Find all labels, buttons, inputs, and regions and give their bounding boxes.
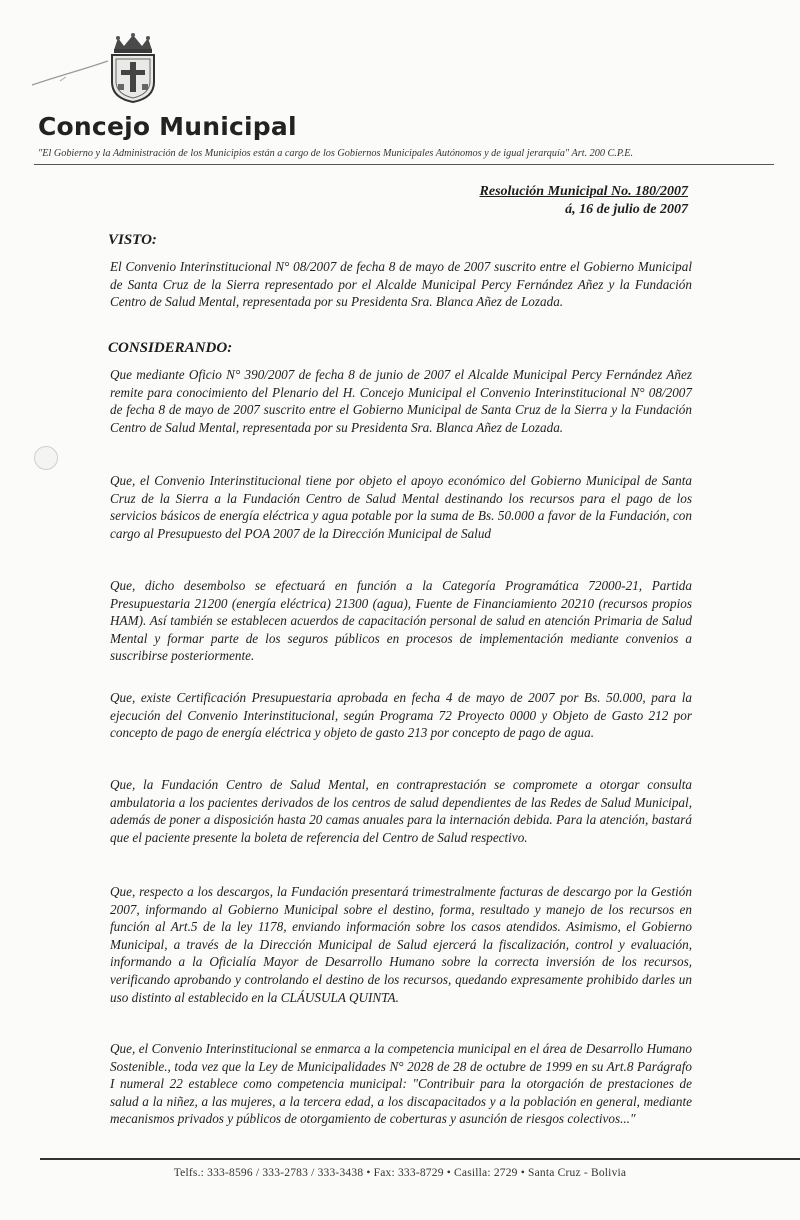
visto-paragraph: El Convenio Interinstitucional N° 08/2007 de fecha 8 de mayo de 2007 suscrito entre el Gobierno Municipal de Santa Cruz de la Sierra representado por el Alcalde Municipal Percy Fernández Añez y la Fundación Centro de Salud Mental, representada por su Presidenta Sra. Blanca Añez de Lozada. [110,259,692,310]
coat-of-arms-icon [104,32,162,104]
considerando-heading: CONSIDERANDO: [108,340,233,356]
pen-stroke-mark [30,55,110,95]
considerando-paragraph: Que mediante Oficio N° 390/2007 de fecha 8 de junio de 2007 el Alcalde Municipal Percy Fernández Añez remite para conocimiento del Plenario del H. Concejo Municipal el Convenio Interinstitucional N° 08/2007 de fecha 8 de mayo de 2007 suscrito entre el Gobierno Municipal de Santa Cruz de la Sierra y la Fundación Centro de Salud Mental, representada por su Presidenta Sra. Blanca Añez de Lozada. [110,367,692,435]
considerando-paragraph: Que, el Convenio Interinstitucional tiene por objeto el apoyo económico del Gobierno Municipal de Santa Cruz de la Sierra a la Fundación Centro de Salud Mental destinando los recursos para el pago de los servicios básicos de energía eléctrica y agua potable por la suma de Bs. 50.000 a favor de la Fundación, con cargo al Presupuesto del POA 2007 de la Dirección Municipal de Salud [110,473,692,541]
considerando-paragraph: Que, el Convenio Interinstitucional se enmarca a la competencia municipal en el área de Desarrollo Humano Sostenible., toda vez que la Ley de Municipalidades N° 2028 de 28 de octubre de 1999 en su Art.8 Parágrafo I numeral 22 establece como competencia municipal: "Contribuir para la otorgación de prestaciones de salud a la niñez, a las mujeres, a la tercera edad, a los discapacitados y a la población en general, mediante mecanismos privados y públicos de otorgamiento de coberturas y asunción de riesgos colectivos..." [110,1041,692,1127]
resolution-date: á, 16 de julio de 2007 [565,202,688,217]
council-name: Concejo Municipal [38,112,297,141]
resolution-block [480,183,688,219]
header-divider [34,164,774,165]
punch-hole-mark [34,446,58,470]
visto-heading: VISTO: [108,232,157,248]
considerando-paragraph: Que, la Fundación Centro de Salud Mental, en contraprestación se compromete a otorgar consulta ambulatoria a los pacientes derivados de los centros de salud dependientes de las Redes de Salud Municipal, además de poner a disposición hasta 20 camas anuales para la internación debida. Para la atención, bastará que el paciente presente la boleta de referencia del Centro de Salud respectivo. [110,777,692,845]
footer-divider [40,1158,800,1160]
considerando-paragraph: Que, dicho desembolso se efectuará en función a la Categoría Programática 72000-21, Partida Presupuestaria 21200 (energía eléctrica) 21300 (agua), Fuente de Financiamiento 20210 (recursos propios HAM). Así también se establecen acuerdos de capacitación personal de salud en atención Primaria de Salud Mental y formar parte de los seguros públicos en procesos de implementación mediante convenios a suscribirse posteriormente. [110,578,692,664]
resolution-number: Resolución Municipal No. 180/2007 [479,184,688,199]
footer-contact: Telfs.: 333-8596 / 333-2783 / 333-3438 • Fax: 333-8729 • Casilla: 2729 • Santa Cruz - Bolivia [173,1167,627,1179]
considerando-paragraph: Que, respecto a los descargos, la Fundación presentará trimestralmente facturas de descargo por la Gestión 2007, informando al Gobierno Municipal sobre el destino, forma, resultado y manejo de los recursos en función al Art.5 de la ley 1178, enviando información sobre los casos atendidos. Asimismo, el Gobierno Municipal, a través de la Dirección Municipal de Salud ejercerá la fiscalización, control y evaluación, informando a la Oficialía Mayor de Desarrollo Humano sobre la correcta inversión de los recursos, verificando aprobando y controlando el destino de los recursos, quedando expresamente prohibido darles un uso distinto al establecido en la CLÁUSULA QUINTA. [110,884,692,1005]
constitution-motto: "El Gobierno y la Administración de los Municipios están a cargo de los Gobiernos Municipales Autónomos y de igual jerarquía" Art. 200 C.P.E. [38,148,634,159]
considerando-paragraph: Que, existe Certificación Presupuestaria aprobada en fecha 4 de mayo de 2007 por Bs. 50.000, para la ejecución del Convenio Interinstitucional, según Programa 72 Proyecto 0000 y Objeto de Gasto 212 por concepto de pago de energía eléctrica y objeto de gasto 213 por concepto de pago de agua. [110,690,692,741]
